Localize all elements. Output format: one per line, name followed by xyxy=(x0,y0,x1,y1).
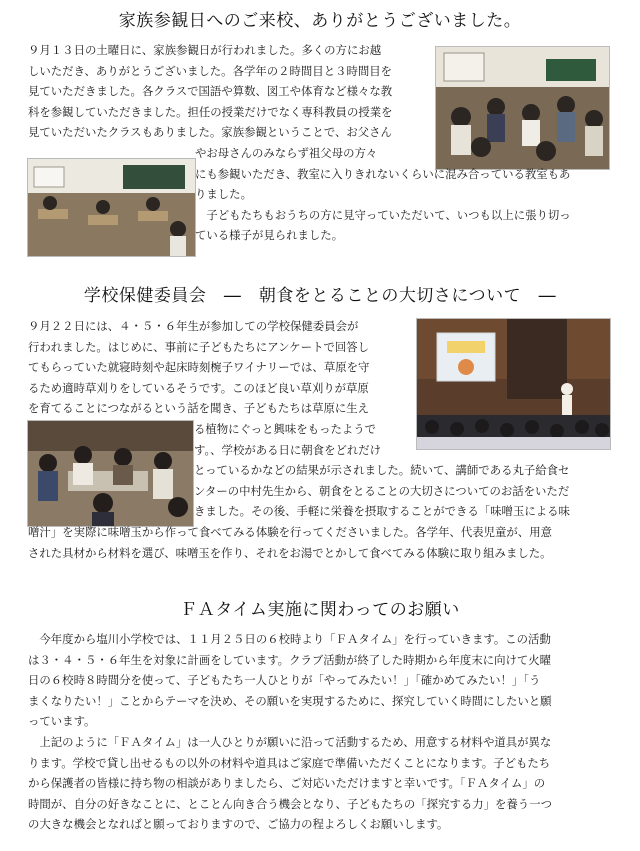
text-line: 子どもたちもおうちの方に見守っていただいて、いつも以上に張り切っ xyxy=(195,207,571,222)
text-line: は３・４・５・６年生を対象に計画をしています。クラブ活動が終了した時期から年度末に向けて火曜 xyxy=(28,652,552,667)
text-line: 見ていただいたクラスもありました。家族参観ということで、お父さん xyxy=(28,125,392,140)
text-line: を育てることにつながるという話を聞き、子どもたちは草原に生え xyxy=(28,401,370,416)
section2-paragraph-full xyxy=(28,522,552,563)
text-line: やお母さんのみならず祖父母の方々 xyxy=(195,146,378,160)
text-line: とっているかなどの結果が示されました。続いて、講師である丸子給食セ xyxy=(194,463,570,478)
text-line: 行われました。はじめに、事前に子どもたちにアンケートで回答し xyxy=(28,339,370,354)
text-line: まくなりたい！」ことからテーマを決め、その願いを実現するために、探究していく時間にしたいと願 xyxy=(28,693,552,708)
section3-title: ＦＡタイム実施に関わってのお願い xyxy=(180,600,460,620)
section1-paragraph-top xyxy=(28,40,393,143)
text-line: る植物にぐっと興味をもったようで xyxy=(194,422,377,436)
text-line: しいただき、ありがとうございました。各学年の２時間目と３時間目を xyxy=(28,63,393,78)
text-line: ９月２２日には、４・５・６年生が参加しての学校保健委員会が xyxy=(28,319,359,333)
text-line: 見ていただきました。各クラスで国語や算数、図工や体育など様々な教 xyxy=(28,84,393,99)
text-line: 日の６校時８時間分を使って、子どもたち一人ひとりが「やってみたい！」「確かめてみたい！」「う xyxy=(28,673,541,688)
students-group-photo xyxy=(27,420,194,527)
text-line: きました。その後、手軽に栄養を摂取することができる「味噌玉による味 xyxy=(194,504,570,519)
text-line: っています。 xyxy=(28,714,96,729)
text-line: 時間が、自分の好きなことに、とことん向き合う機会となり、子どもたちの「探究する力」を養う一つ xyxy=(28,796,552,811)
text-line: 今年度から塩川小学校では、１１月２５日の６校時より「ＦＡタイム」を行っていきます。この活動 xyxy=(28,632,551,646)
section1-title: 家族参観日へのご来校、ありがとうございました。 xyxy=(118,11,522,31)
text-line: す。、学校がある日に朝食をどれだけ xyxy=(194,442,382,457)
section3-paragraph xyxy=(28,629,552,835)
text-line: 噌汁」を実際に味噌玉から作って食べてみる体験を行ってくださいました。各学年、代表児童が、用意 xyxy=(28,525,552,539)
classroom-photo-left xyxy=(27,158,196,257)
text-line: 科を参観していただきました。担任の授業だけでなく専科教員の授業を xyxy=(28,104,393,119)
section2-title: 学校保健委員会 ― 朝食をとることの大切さについて ― xyxy=(83,286,557,306)
text-line: の大きな機会となればと願っておりますので、ご協力の程よろしくお願いします。 xyxy=(28,817,449,832)
section2-paragraph-mid xyxy=(194,419,570,522)
text-line: てもらっていた就寝時刻や起床時刻椀子ワイナリーでは、草原を守 xyxy=(28,360,370,375)
text-line: りました。 xyxy=(195,187,252,202)
section1-paragraph-mid xyxy=(195,143,571,246)
text-line: ている様子が見られました。 xyxy=(195,228,344,243)
section2-paragraph-top xyxy=(28,316,369,419)
text-line: にも参観いただき、教室に入りきれないくらいに混み合っている教室もあ xyxy=(195,166,571,181)
text-line: ンターの中村先生から、朝食をとることの大切さについてのお話をいただ xyxy=(194,483,570,498)
text-line: ９月１３日の土曜日に、家族参観日が行われました。多くの方にお越 xyxy=(28,43,382,57)
text-line: 上記のように「ＦＡタイム」は一人ひとりが願いに沿って活動するため、用意する材料や道具が異な xyxy=(28,734,552,749)
text-line: された具材から材料を選び、味噌玉を作り、それをお湯でとかして食べてみる体験に取り組みました。 xyxy=(28,545,552,560)
text-line: から保護者の皆様に持ち物の相談がありましたら、ご対応いただけますと幸いです。「ＦＡタイム」の xyxy=(28,776,546,791)
text-line: ります。学校で貸し出せるもの以外の材料や道具はご家庭で準備いただくことになります。子どもたち xyxy=(28,755,551,770)
text-line: るため適時草刈りをしているそうです。このほど良い草刈りが草原 xyxy=(28,380,369,395)
